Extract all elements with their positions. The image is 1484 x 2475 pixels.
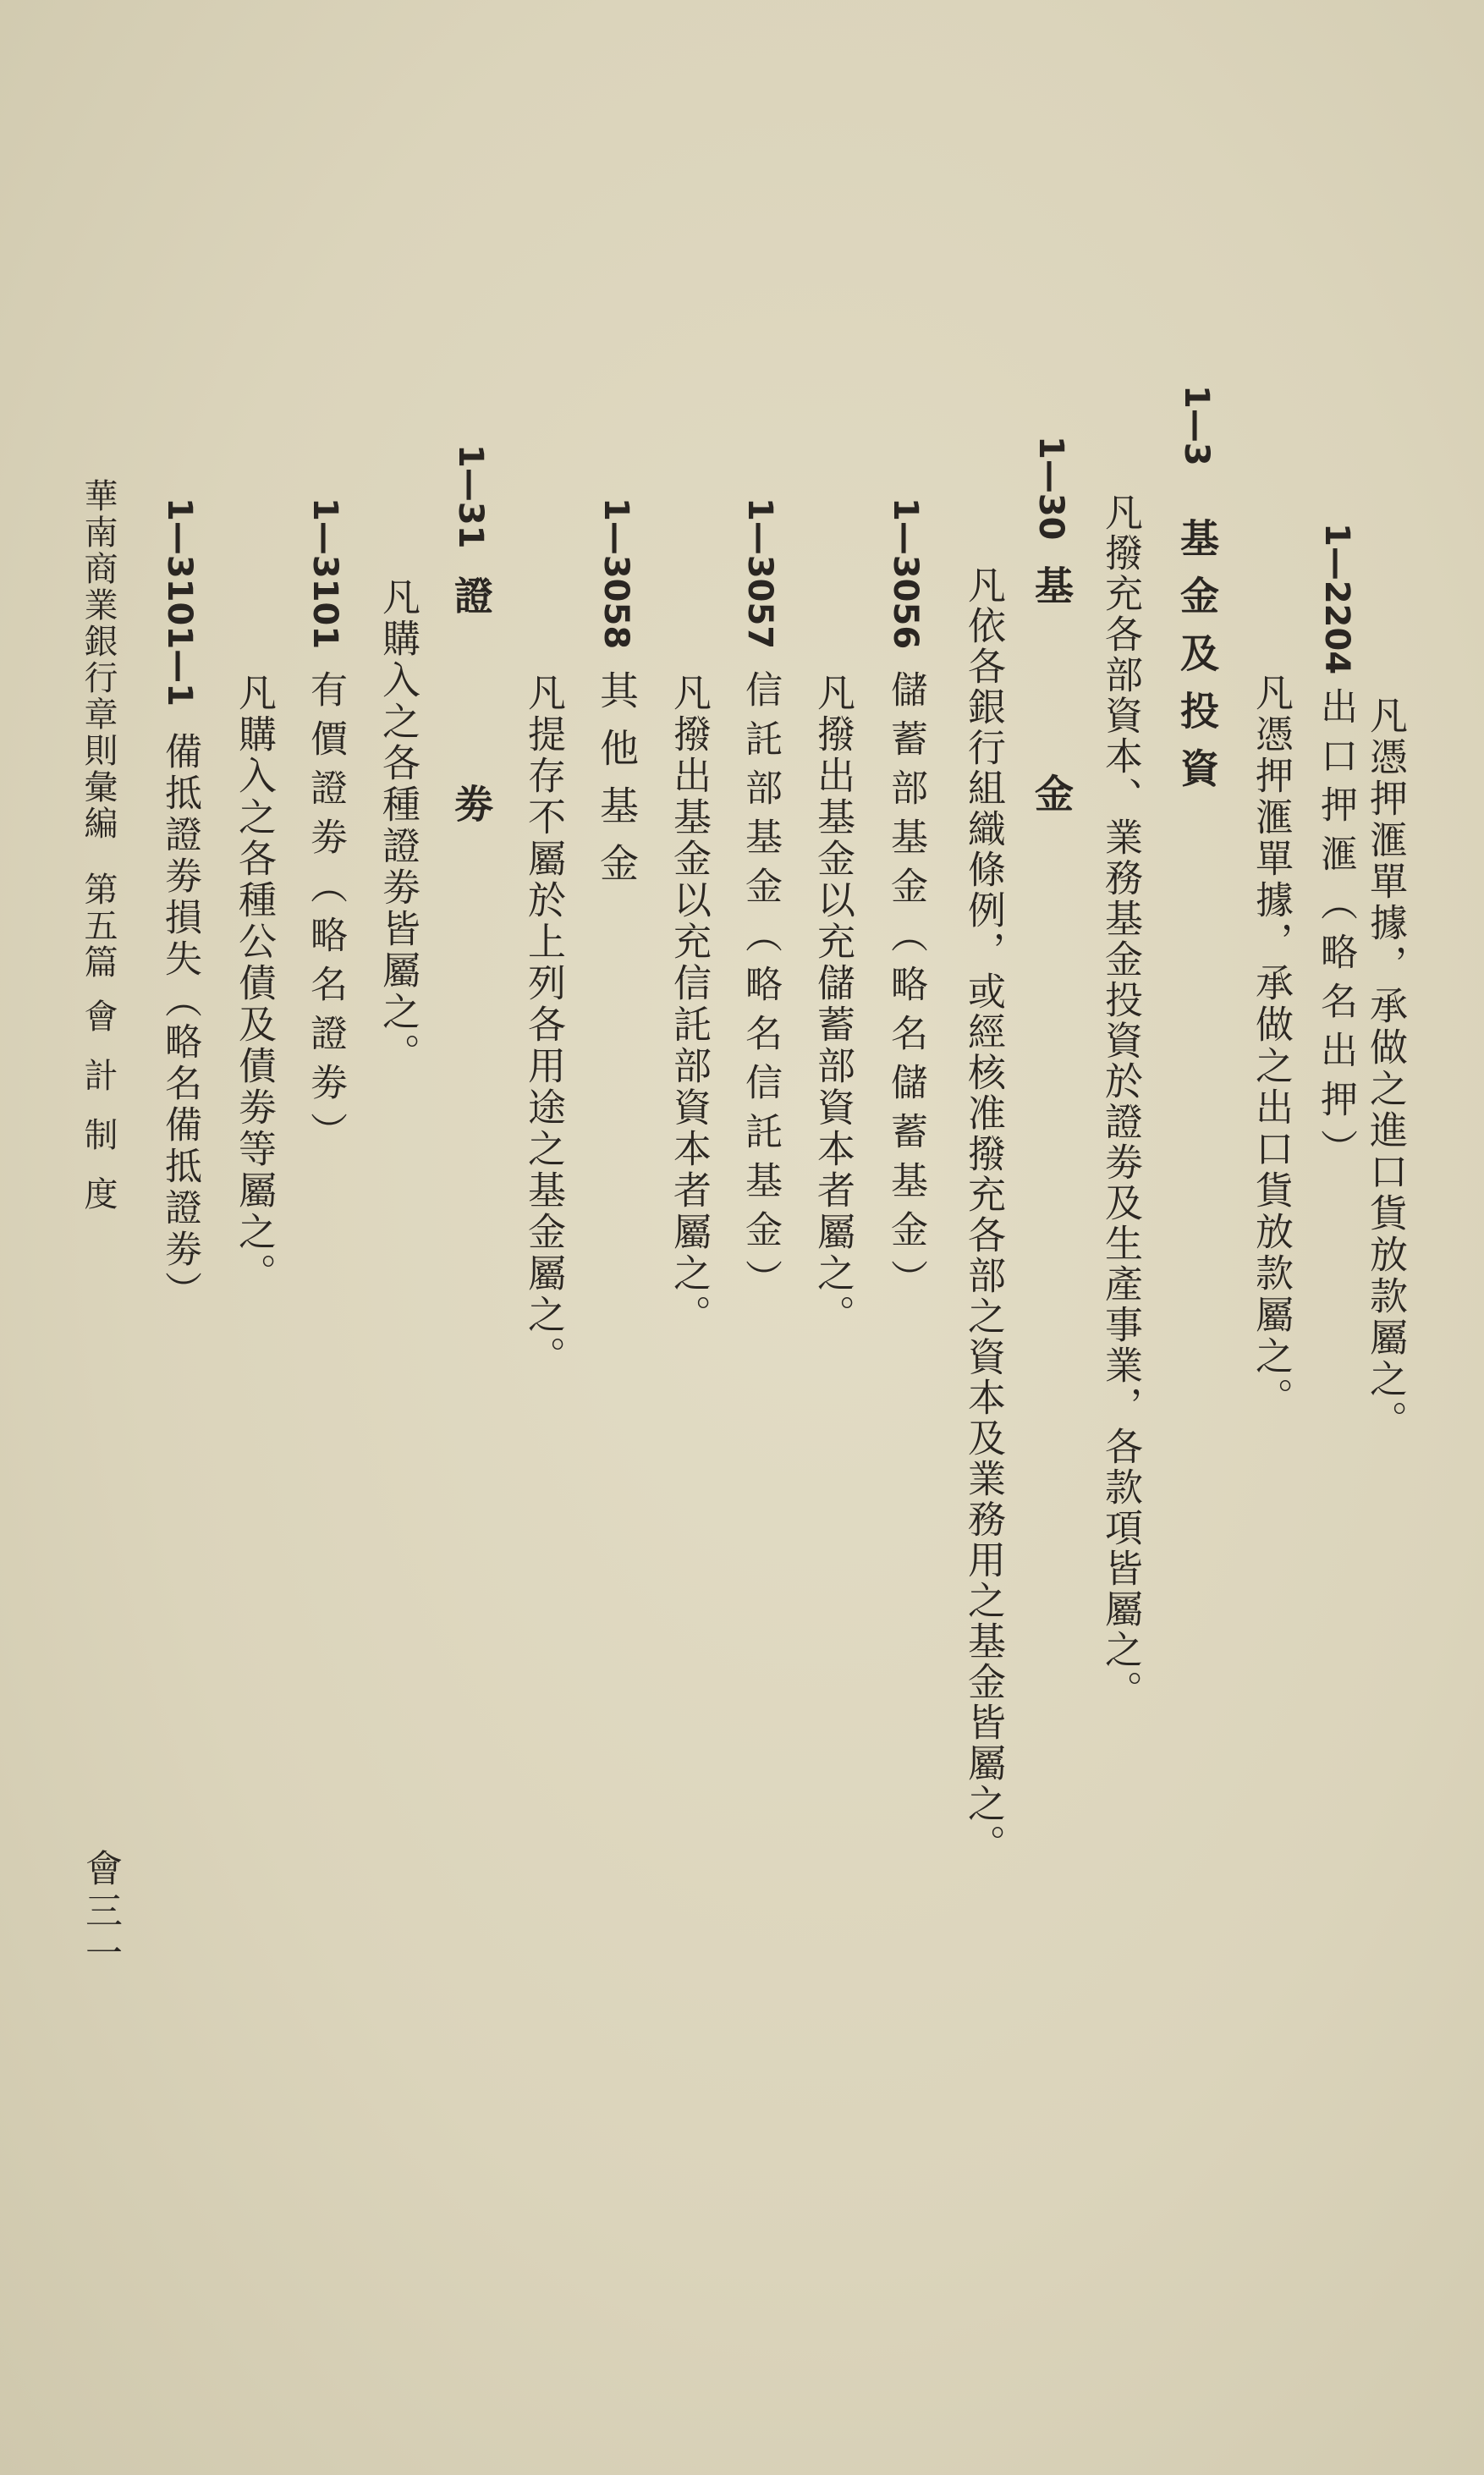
chapter-title: 會計制度 (79, 998, 118, 1235)
text-column: 凡撥出基金以充信託部資本者屬之。 (667, 673, 712, 1336)
account-code: 1—30 (1031, 436, 1070, 541)
account-code: 1—3 (1177, 385, 1216, 466)
account-title: 備抵證劵損失（略名備抵證劵） (158, 732, 201, 1312)
account-code: 1—3101—1 (160, 498, 199, 707)
text-column: 凡撥出基金以充儲蓄部資本者屬之。 (811, 673, 855, 1336)
account-title: 信託部基金（略名信託基金） (739, 670, 782, 1308)
text-column: 凡撥充各部資本、業務基金投資於證劵及生產事業，各款項皆屬之。 (1098, 492, 1143, 1711)
account-code: 1—3101 (305, 498, 344, 650)
account-title: 基金 (1029, 565, 1075, 982)
account-code: 1—3057 (740, 498, 779, 650)
text-column: 凡提存不屬於上列各用途之基金屬之。 (521, 673, 566, 1378)
account-title: 其他基金 (594, 670, 640, 900)
account-title: 基金及投資 (1174, 518, 1220, 806)
book-title: 華南商業銀行章則彙編 (79, 478, 118, 842)
page-number: 會三一 (79, 1849, 122, 1976)
account-code: 1—2204 (1317, 523, 1356, 675)
account-code: 1—3058 (596, 498, 635, 650)
account-code: 1—3056 (886, 498, 925, 650)
section-label: 第五篇 (79, 872, 118, 981)
account-title: 有價證劵（略名證劵） (304, 670, 347, 1161)
account-title: 儲蓄部基金（略名儲蓄基金） (884, 670, 927, 1308)
account-code: 1—31 (451, 444, 490, 549)
text-column: 凡憑押滙單據，承做之出口貨放款屬之。 (1249, 673, 1294, 1419)
text-column: 凡購入之各種公債及債劵等屬之。 (232, 673, 277, 1295)
text-column: 凡憑押滙單據，承做之進口貨放款屬之。 (1363, 696, 1408, 1442)
account-title: 證劵 (448, 575, 494, 992)
account-title: 出口押滙（略名出押） (1314, 687, 1357, 1178)
text-column: 凡購入之各種證劵皆屬之。 (376, 577, 420, 1075)
text-column: 凡依各銀行組織條例，或經核准撥充各部之資本及業務用之基金皆屬之。 (961, 565, 1006, 1865)
